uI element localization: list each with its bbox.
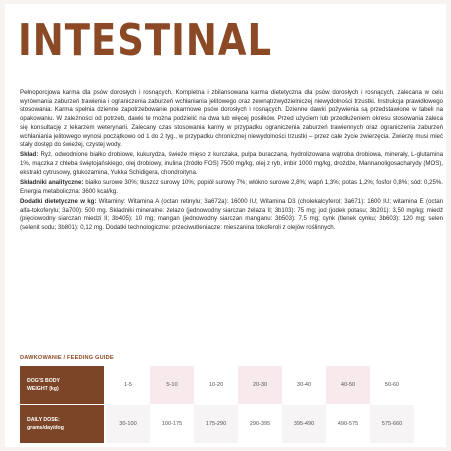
weight-label-line2: WEIGHT (kg) bbox=[27, 386, 59, 392]
analytical-paragraph bbox=[20, 179, 443, 196]
weight-cell: 1-5 bbox=[106, 366, 150, 404]
dose-label-line1: DAILY DOSE: bbox=[27, 417, 60, 423]
feeding-guide-heading: DAWKOWANIE / FEEDING GUIDE bbox=[20, 355, 114, 361]
weight-cell: 50-60 bbox=[370, 366, 414, 404]
weight-row-label bbox=[20, 366, 104, 404]
composition-paragraph bbox=[20, 151, 443, 177]
weight-cell: 5-10 bbox=[150, 366, 194, 404]
product-label-panel bbox=[5, 4, 446, 447]
analytical-label: Składniki analityczne: bbox=[20, 179, 84, 187]
additives-label: Dodatki dietetyczne w kg: bbox=[20, 197, 97, 205]
dose-cell: 395-490 bbox=[282, 405, 326, 443]
weight-cell: 30-40 bbox=[282, 366, 326, 404]
table-row-dose bbox=[20, 405, 445, 443]
weight-label-line1: DOG'S BODY bbox=[27, 378, 60, 384]
composition-label: Skład: bbox=[20, 151, 39, 159]
dose-cell: 100-175 bbox=[150, 405, 194, 443]
dose-row-label bbox=[20, 405, 104, 443]
weight-cell: 20-30 bbox=[238, 366, 282, 404]
dose-cell: 30-100 bbox=[106, 405, 150, 443]
description-paragraph: Pełnoporcjowa karma dla psów dorosłych i rosnących. Kompletna i zbilansowana karma dietetyczna dla psów dorosłych i rosnących, zalecana w celu wyrównania zaburzeń trawienia i ograniczenia zaburzeń wchłaniania jelitowego oraz zewnątrzwydzielniczej niewydolności trzustki. Instrukcja prawidłowego stosowania: Karma spełnia dzienne zapotrzebowanie pokarmowe psów dorosłych i rosnących. Dzienne dawki pożywienia są przedstawione w tabeli na opakowaniu. W zależności od potrzeb, dawki te można podzielić na dwa lub więcej posiłków. Przed użyciem lub przedłużeniem okresu stosowania zaleca się konsultację z lekarzem weterynarii. Zalecany czas stosowania karmy w przypadku ograniczenia zaburzeń trawiennych oraz ograniczenia zaburzeń wchłaniania jelitowego wynosi początkowo od 1 do 2 tyg., w przypadku chronicznej niewydolności trzustki – przez całe życie zwierzęcia. Zwierzę musi mieć stały dostęp do świeżej, czystej wody. bbox=[20, 89, 443, 149]
composition-text: Ryż, odwodnione białko drobiowe, kukurydza, świeże mięso z kurczaka, pulpa buraczana, hydrolizowana wątroba drobiowa, minerały, L-glutamina 1%, mączka z chleba świętojańskiego, olej drobiowy, inulina (źródło FOS) 7500 mg/kg, olej z ryb, imbir 1000 mg/kg, drożdże, Mannanoligosacharydy (MOS), ekstrakt cytrusowy, glukozamina, Yukka Schidigera, chondroityna. bbox=[20, 151, 443, 176]
product-description-block bbox=[20, 89, 443, 234]
dose-cell: 290-395 bbox=[238, 405, 282, 443]
additives-text: Witaminy: Witamina A (octan retinylu; 3a672a): 16000 IU; Witamina D3 (cholekalcyferol; 3a671): 1600 IU; witamina E (octan alfa-tokoferylu; 3a700): 500 mg. Składniki mineralne: żelazo (jednowodny siarczan żelaza II; 3b103): 75 mg; jod (jodek potasu; 3b201): 3,50 mg/kg; miedź (pięciowodny siarczan miedzi II; 3b405): 10 mg; mangan (jednowodny siarczan manganu: 3b503): 7,5 mg; cynk (tlenek cynku; 3b603): 120 mg; selen (selenit sodu; 3b801): 0,12 mg. Dodatki technologiczne: przeciwutleniacze: mieszanina tokoferoli z olejów roślinnych. bbox=[20, 197, 443, 232]
table-row-weight bbox=[20, 366, 445, 404]
weight-cell: 10-20 bbox=[194, 366, 238, 404]
dose-cell: 175-290 bbox=[194, 405, 238, 443]
dose-cell: 490-575 bbox=[326, 405, 370, 443]
feeding-guide-table bbox=[20, 365, 445, 444]
weight-cell: 40-50 bbox=[326, 366, 370, 404]
dose-label-line2: grams/day/dog bbox=[27, 425, 64, 431]
dose-cell: 575-660 bbox=[370, 405, 414, 443]
product-title: INTESTINAL bbox=[18, 14, 273, 66]
analytical-text: białko surowe 30%; tłuszcz surowy 10%; popiół surowy 7%; włókno surowe 2,8%; wapń 1,3%; potas 1,2%; fosfor 0,8%; sód: 0,25%. Energia metaboliczna: 3600 kcal/kg. bbox=[20, 179, 443, 195]
additives-paragraph bbox=[20, 198, 443, 233]
